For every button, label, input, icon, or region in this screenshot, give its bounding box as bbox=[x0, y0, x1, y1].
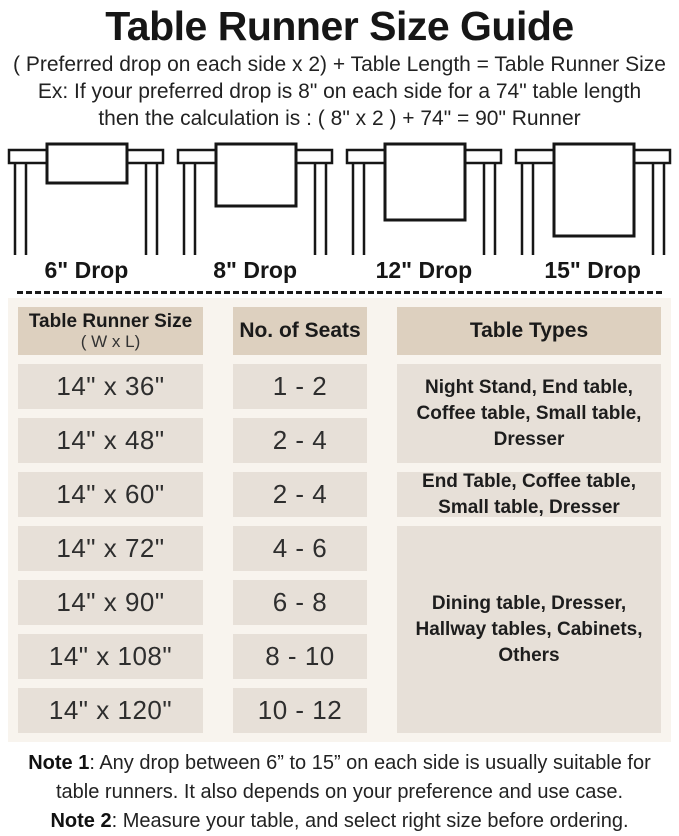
note-2 bbox=[6, 807, 673, 836]
page-title: Table Runner Size Guide bbox=[105, 3, 574, 49]
types-cell-small-tables: Night Stand, End table, Coffee table, Small table, Dresser bbox=[397, 364, 661, 463]
runner-shape bbox=[47, 144, 127, 183]
dashed-divider bbox=[17, 291, 662, 294]
drop-diagrams-row bbox=[2, 141, 677, 282]
drop-label: 12" Drop bbox=[375, 257, 473, 283]
drop-label: 15" Drop bbox=[544, 257, 641, 283]
drop-diagram-8 bbox=[171, 141, 340, 282]
notes-section bbox=[6, 749, 673, 836]
runner-shape bbox=[385, 144, 465, 220]
note-2-label: Note 2 bbox=[50, 810, 112, 832]
header-seats: No. of Seats bbox=[233, 307, 367, 355]
size-cell: 14" x 90" bbox=[18, 580, 203, 625]
table-runner-illustration bbox=[172, 141, 338, 257]
note-1 bbox=[6, 749, 673, 807]
header-size-line1: Table Runner Size bbox=[28, 311, 193, 332]
seats-cell: 1 - 2 bbox=[233, 364, 367, 409]
example-line-2: then the calculation is : ( 8" x 2 ) + 74" = 90" Runner bbox=[98, 107, 581, 130]
size-table-panel bbox=[8, 298, 671, 742]
header-size-line2: ( W x L) bbox=[80, 332, 141, 351]
formula-text: ( Preferred drop on each side x 2) + Table Length = Table Runner Size bbox=[13, 53, 666, 76]
runner-shape bbox=[554, 144, 634, 236]
table-runner-illustration bbox=[341, 141, 507, 257]
note-1-label: Note 1 bbox=[28, 752, 90, 774]
types-cell-medium-tables: End Table, Coffee table, Small table, Dresser bbox=[397, 472, 661, 517]
seats-cell: 6 - 8 bbox=[233, 580, 367, 625]
size-cell: 14" x 60" bbox=[18, 472, 203, 517]
drop-diagram-12 bbox=[340, 141, 509, 282]
size-cell: 14" x 108" bbox=[18, 634, 203, 679]
size-cell: 14" x 72" bbox=[18, 526, 203, 571]
note-2-text: : Measure your table, and select right size before ordering. bbox=[111, 810, 629, 832]
table-runner-illustration bbox=[510, 141, 676, 257]
seats-cell: 4 - 6 bbox=[233, 526, 367, 571]
note-1-text: : Any drop between 6” to 15” on each side is usually suitable for table runners. It also depends on your preference and use case. bbox=[55, 752, 651, 803]
runner-shape bbox=[216, 144, 296, 206]
header-types: Table Types bbox=[397, 307, 661, 355]
types-cell-large-tables: Dining table, Dresser, Hallway tables, Cabinets, Others bbox=[397, 526, 661, 733]
size-cell: 14" x 120" bbox=[18, 688, 203, 733]
example-line-1: Ex: If your preferred drop is 8" on each side for a 74" table length bbox=[37, 80, 642, 103]
seats-cell: 2 - 4 bbox=[233, 472, 367, 517]
seats-cell: 8 - 10 bbox=[233, 634, 367, 679]
drop-diagram-15 bbox=[508, 141, 677, 282]
header-size bbox=[18, 307, 203, 355]
size-cell: 14" x 48" bbox=[18, 418, 203, 463]
seats-cell: 10 - 12 bbox=[233, 688, 367, 733]
size-table bbox=[18, 307, 661, 733]
seats-cell: 2 - 4 bbox=[233, 418, 367, 463]
drop-label: 6" Drop bbox=[44, 257, 129, 283]
table-runner-illustration bbox=[3, 141, 169, 257]
size-cell: 14" x 36" bbox=[18, 364, 203, 409]
drop-diagram-6 bbox=[2, 141, 171, 282]
drop-label: 8" Drop bbox=[213, 257, 297, 283]
